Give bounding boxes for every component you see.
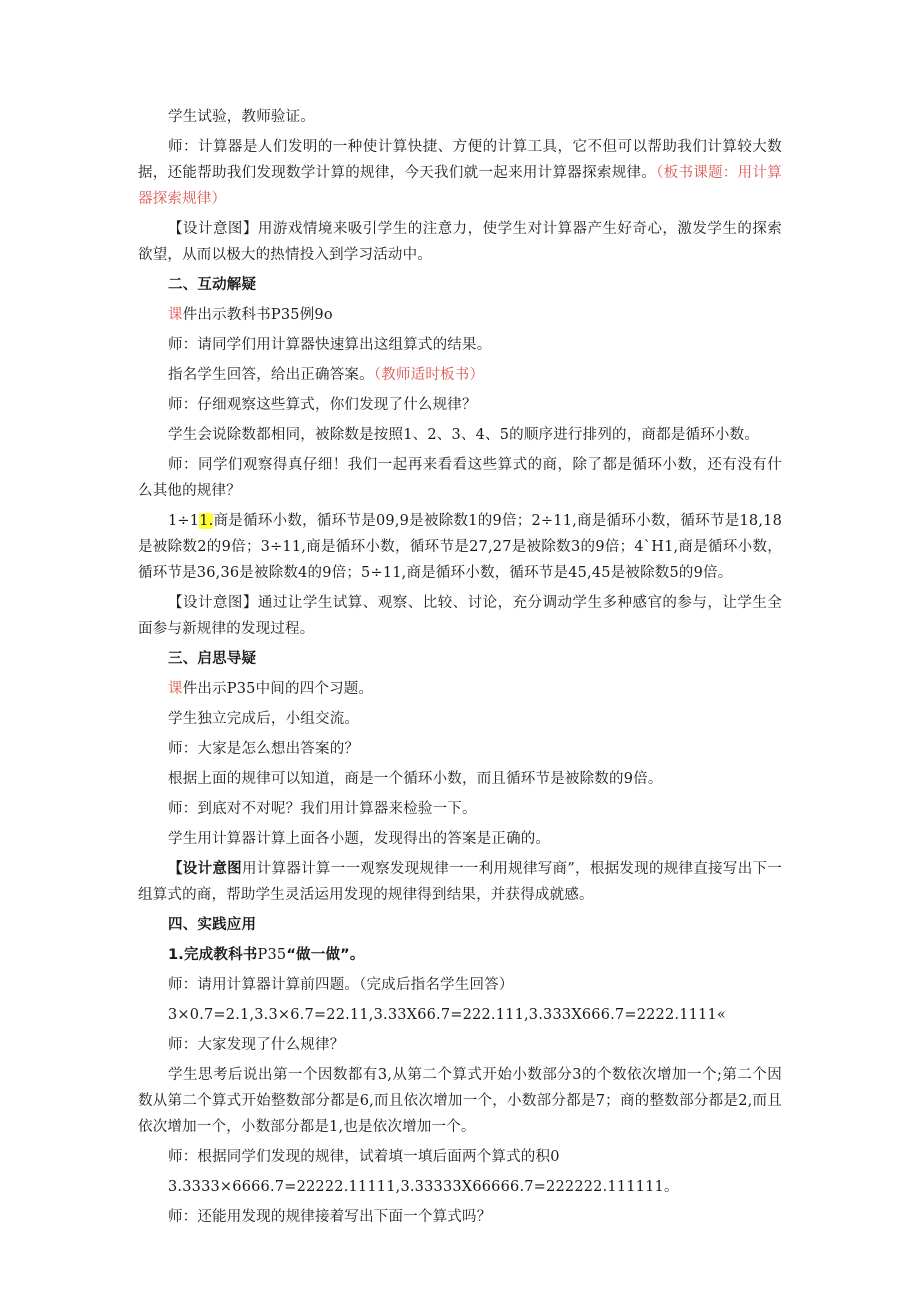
paragraph	[138, 1174, 782, 1200]
text: 件出示P35中间的四个习题。	[182, 681, 374, 697]
design-intent-label: 【设计意图】	[168, 221, 258, 237]
text: 3×0.7=2.1,3.3×6.7=22.11,3.33X66.7=222.111,3.333X666.7=2222.1111«	[168, 1007, 726, 1023]
paragraph	[138, 826, 782, 852]
section-heading: 四、实践应用	[168, 917, 257, 933]
paragraph	[138, 942, 782, 968]
text: 师：仔细观察这些算式，你们发现了什么规律？	[168, 397, 477, 413]
text: 师：计算器是人们发明的一种使计算快捷、方便的计算工具，它不但可以帮助我们计算较大数据，还能帮助我们发现数学计算的规律，今天我们就一起来用计算器探索规律。	[138, 139, 782, 181]
paragraph	[138, 422, 782, 448]
text: 师：大家发现了什么规律？	[168, 1037, 345, 1053]
paragraph	[138, 736, 782, 762]
text: 3.3333×6666.7=22222.11111,3.33333X66666.7=222222.111111。	[168, 1179, 679, 1195]
text: 通过让学生试算、观察、比较、讨论，充分调动学生多种感官的参与，让学生全面参与新规律的发现过程。	[138, 595, 783, 637]
section-heading: 二、互动解疑	[168, 277, 257, 293]
red-char: 课	[168, 681, 183, 697]
text: 师：大家是怎么想出答案的？	[168, 741, 360, 757]
paragraph	[138, 972, 782, 998]
text: 师：请同学们用计算器快速算出这组算式的结果。	[168, 337, 492, 353]
text: 师：根据同学们发现的规律，试着填一填后面两个算式的积0	[168, 1149, 560, 1165]
design-intent-label: 【设计意图	[168, 861, 242, 877]
text: 学生会说除数都相同，被除数是按照1、2、3、4、5的顺序进行排列的，商都是循环小数。	[168, 427, 760, 443]
red-char: 课	[168, 307, 183, 323]
board-note: （板书课题：用计算器探索规律）	[138, 165, 782, 207]
text: 学生思考后说出第一个因数都有3,从第二个算式开始小数部分3的个数依次增加一个;第二个因数从第二个算式开始整数部分都是6,而且依次增加一个，小数部分都是7；商的整数部分都是2,而且依次增加一个，小数部分都是1,也是依次增加一个。	[138, 1067, 782, 1135]
text: 指名学生回答，给出正确答案。	[168, 367, 374, 383]
text: 1.完成教科书	[168, 947, 258, 963]
text: “做一做”。	[286, 947, 365, 963]
document-page	[138, 104, 782, 1230]
text: 学生试验，教师验证。	[168, 109, 315, 125]
text: 学生独立完成后，小组交流。	[168, 711, 360, 727]
paragraph	[138, 332, 782, 358]
paragraph	[138, 362, 782, 388]
paragraph	[138, 134, 782, 212]
text: 学生用计算器计算上面各小题，发现得出的答案是正确的。	[168, 831, 551, 847]
paragraph	[138, 452, 782, 504]
paragraph	[138, 1144, 782, 1170]
text: 件出示教科书P35例9o	[182, 307, 333, 323]
paragraph	[138, 706, 782, 732]
paragraph	[138, 104, 782, 130]
section-heading: 三、启思导疑	[168, 651, 257, 667]
paragraph	[138, 1204, 782, 1230]
text: 根据上面的规律可以知道，商是一个循环小数，而且循环节是被除数的9倍。	[168, 771, 663, 787]
paragraph	[138, 796, 782, 822]
paragraph	[138, 392, 782, 418]
text: 1÷1	[168, 513, 200, 529]
design-intent-paragraph	[138, 216, 782, 268]
board-note: （教师适时板书）	[373, 367, 485, 383]
design-intent-paragraph	[138, 590, 782, 642]
text: 师：请用计算器计算前四题。（完成后指名学生回答）	[168, 977, 514, 993]
paragraph	[138, 508, 782, 586]
paragraph	[138, 1062, 782, 1140]
text: 商是循环小数，循环节是09,9是被除数1的9倍；2÷11,商是循环小数，循环节是18,18是被除数2的9倍；3÷11,商是循环小数，循环节是27,27是被除数3的9倍；4`H1,商是循环小数，循环节是36,36是被除数4的9倍；5÷11,商是循环小数，循环节是45,45是被除数5的9倍。	[138, 513, 782, 581]
paragraph	[138, 302, 782, 328]
text: 师：同学们观察得真仔细！我们一起再来看看这些算式的商，除了都是循环小数，还有没有什么其他的规律？	[138, 457, 782, 499]
text: 师：还能用发现的规律接着写出下面一个算式吗？	[168, 1209, 492, 1225]
text: 用计算器计算一一观察发现规律一一利用规律写商”，根据发现的规律直接写出下一组算式的商，帮助学生灵活运用发现的规律得到结果，并获得成就感。	[138, 861, 783, 903]
text: 师：到底对不对呢？我们用计算器来检验一下。	[168, 801, 477, 817]
text: 用游戏情境来吸引学生的注意力，使学生对计算器产生好奇心，激发学生的探索欲望，从而以极大的热情投入到学习活动中。	[138, 221, 783, 263]
paragraph	[138, 1032, 782, 1058]
design-intent-label: 【设计意图】	[168, 595, 258, 611]
design-intent-paragraph	[138, 856, 782, 908]
paragraph	[138, 676, 782, 702]
paragraph	[138, 766, 782, 792]
highlighted-text: 1.	[199, 513, 214, 529]
text: P35	[257, 947, 287, 963]
paragraph	[138, 1002, 782, 1028]
